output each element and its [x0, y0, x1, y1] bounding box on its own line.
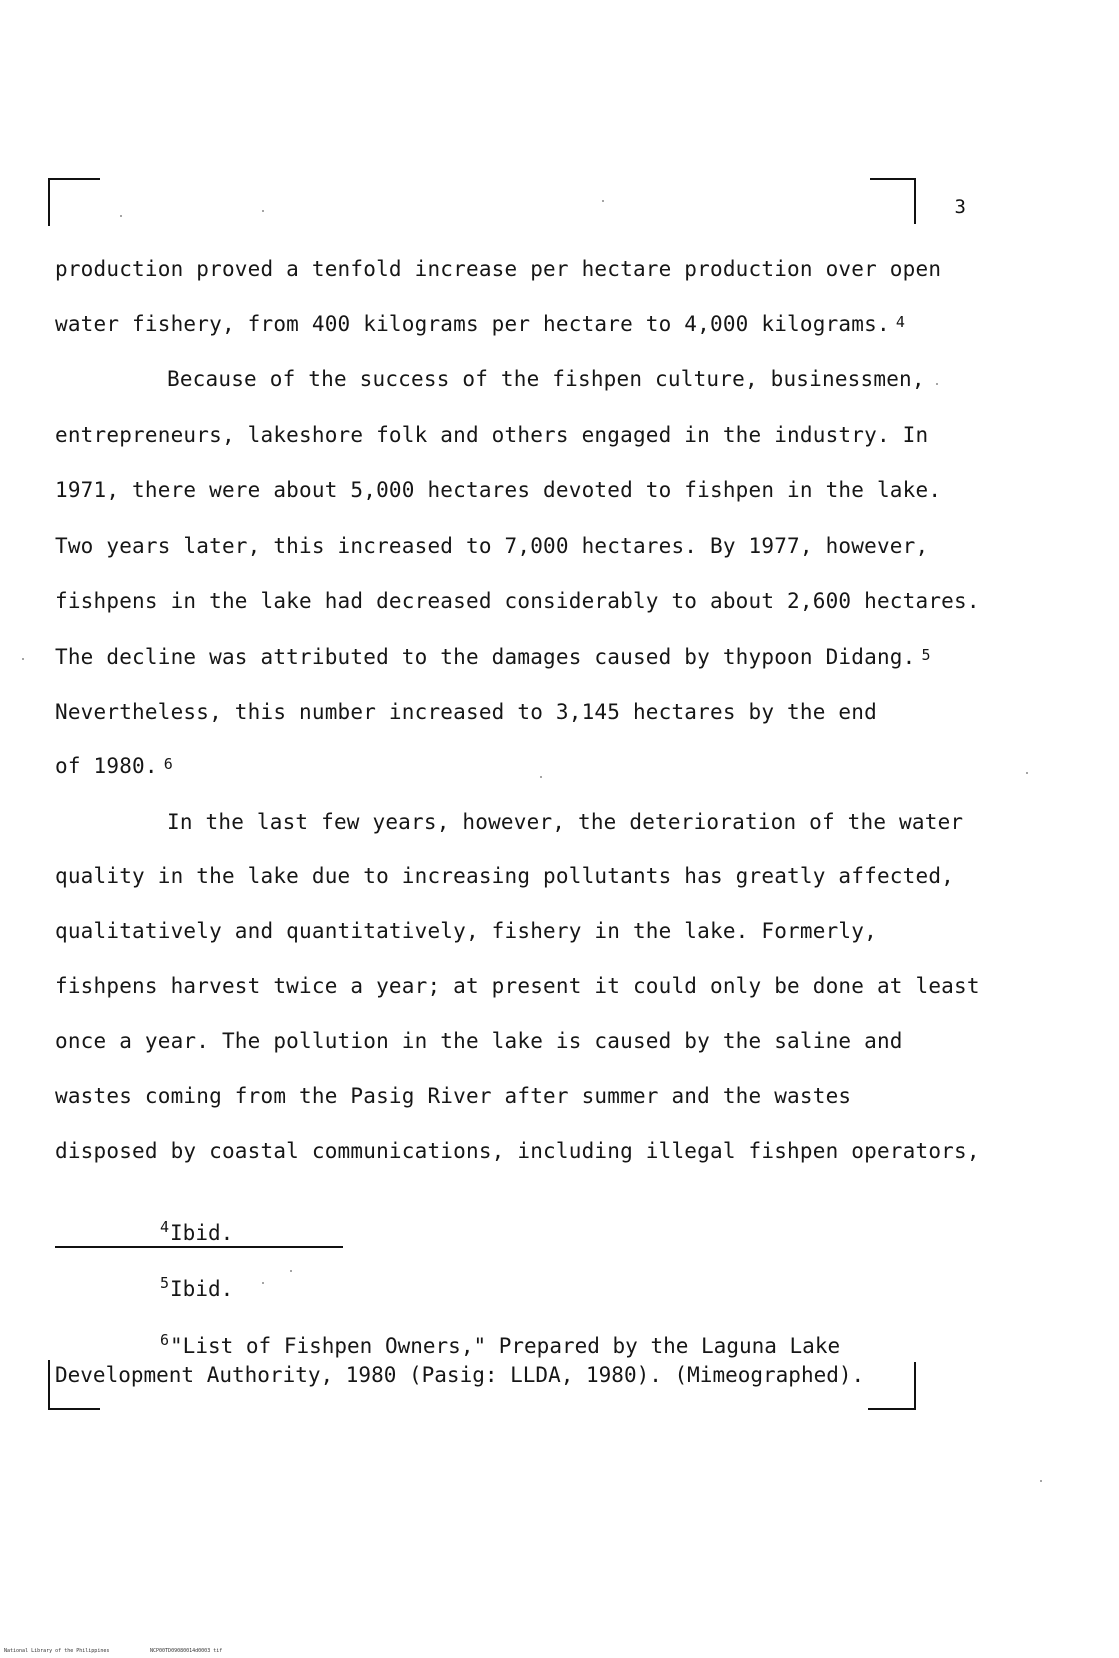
scan-speck: [602, 200, 604, 202]
footer-code: NCP00TD09080014d0003 tif: [150, 1648, 223, 1654]
body-line: wastes coming from the Pasig River after summer and the wastes: [55, 1084, 852, 1108]
scan-speck: [262, 1282, 264, 1284]
scan-speck: [936, 383, 938, 385]
footnote-ref: 5: [921, 646, 931, 664]
crop-mark-bottom-right-h: [868, 1408, 916, 1410]
footnote-6: $^6$"List of Fishpen Owners," Prepared by the Laguna Lake: [160, 1331, 841, 1358]
scan-speck: [290, 1270, 292, 1272]
footnote-5: $^5$Ibid.: [160, 1274, 234, 1301]
footnote-marker: 4: [160, 1218, 170, 1236]
footnote-marker: 6: [160, 1331, 170, 1349]
body-line: of 1980. $^6$: [55, 754, 173, 778]
crop-mark-top-right-v: [914, 178, 916, 224]
body-line: once a year. The pollution in the lake is caused by the saline and: [55, 1029, 903, 1053]
footnote-ref: 6: [163, 755, 173, 773]
body-line: Nevertheless, this number increased to 3,145 hectares by the end: [55, 700, 877, 724]
footnote-marker: 5: [160, 1274, 170, 1292]
body-line: Two years later, this increased to 7,000 hectares. By 1977, however,: [55, 534, 929, 558]
body-line: quality in the lake due to increasing pollutants has greatly affected,: [55, 864, 955, 888]
crop-mark-bottom-right-v: [914, 1362, 916, 1410]
body-line: fishpens in the lake had decreased considerably to about 2,600 hectares.: [55, 589, 980, 613]
body-line: production proved a tenfold increase per hectare production over open: [55, 257, 942, 281]
body-line: In the last few years, however, the deterioration of the water: [167, 810, 964, 834]
body-line: disposed by coastal communications, including illegal fishpen operators,: [55, 1139, 980, 1163]
crop-mark-bottom-left-h: [48, 1408, 100, 1410]
footnote-4: $^4$Ibid.: [160, 1218, 234, 1245]
scan-speck: [22, 658, 24, 660]
body-line: The decline was attributed to the damages caused by thypoon Didang. $^5$: [55, 645, 931, 669]
body-line: qualitatively and quantitatively, fishery in the lake. Formerly,: [55, 919, 877, 943]
body-line: entrepreneurs, lakeshore folk and others engaged in the industry. In: [55, 423, 929, 447]
scan-speck: [1040, 1480, 1042, 1482]
footnote-ref: 4: [895, 313, 906, 331]
scan-speck: [540, 776, 542, 778]
body-line: water fishery, from 400 kilograms per hectare to 4,000 kilograms. $^4$: [55, 312, 906, 336]
scan-speck: [120, 215, 122, 217]
body-line: Because of the success of the fishpen culture, businessmen,: [167, 367, 925, 391]
body-line: 1971, there were about 5,000 hectares devoted to fishpen in the lake.: [55, 478, 942, 502]
footnote-6-continuation: Development Authority, 1980 (Pasig: LLDA, 1980). (Mimeographed).: [55, 1363, 865, 1387]
crop-mark-bottom-left-v: [48, 1360, 50, 1410]
crop-mark-top-left-h: [48, 178, 100, 180]
page-number: 3: [954, 196, 966, 218]
scan-speck: [1026, 772, 1028, 774]
scan-speck: [262, 210, 264, 212]
footer-library: National Library of the Philippines: [4, 1648, 110, 1654]
crop-mark-top-left-v: [48, 178, 50, 226]
body-line: fishpens harvest twice a year; at present it could only be done at least: [55, 974, 980, 998]
crop-mark-top-right-h: [870, 178, 916, 180]
